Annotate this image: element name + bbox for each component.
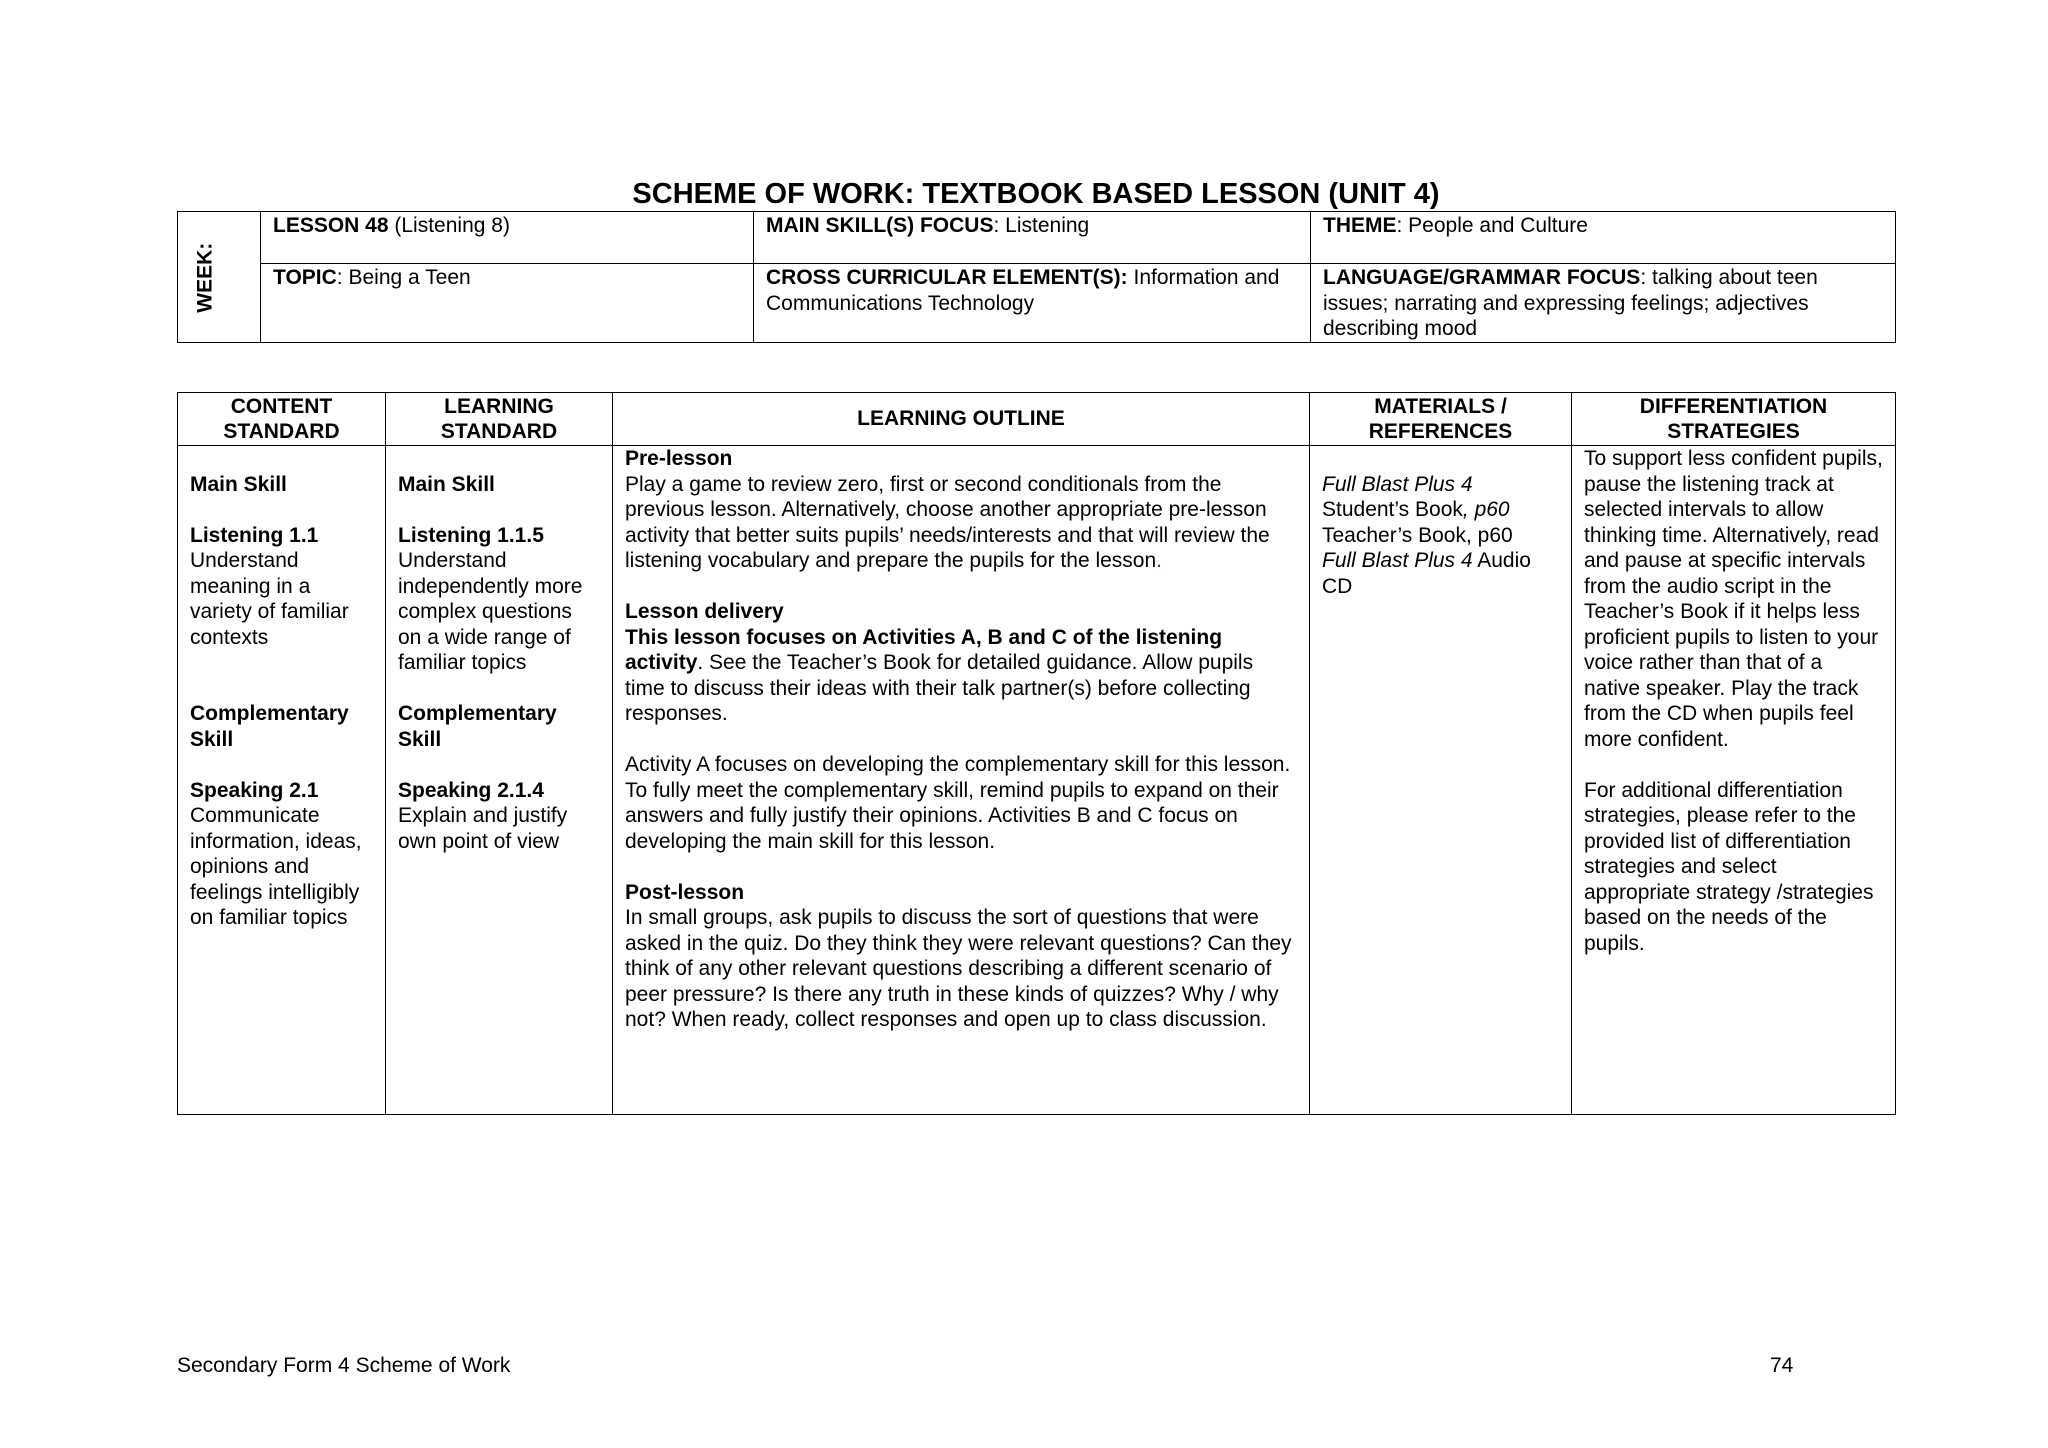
col-header-learning-outline: LEARNING OUTLINE xyxy=(613,393,1310,446)
theme-cell xyxy=(1311,212,1896,264)
col-header-content-standard: CONTENT STANDARD xyxy=(178,393,386,446)
lesson-delivery-body: . See the Teacher’s Book for detailed guidance. Allow pupils time to discuss their ideas with their talk partner(s) before collecting responses. xyxy=(625,651,1254,725)
cross-curricular-cell xyxy=(754,264,1311,343)
post-lesson-heading: Post-lesson xyxy=(625,880,745,904)
language-focus-value: : talking about teen issues; narrating and expressing feelings; adjectives describing mood xyxy=(1323,266,1818,340)
document-title: SCHEME OF WORK: TEXTBOOK BASED LESSON (UNIT 4) xyxy=(632,178,1440,210)
content-speaking-text: Communicate information, ideas, opinions and feelings intelligibly on familiar topics xyxy=(190,804,362,929)
language-focus-cell xyxy=(1311,264,1896,343)
topic-label: TOPIC xyxy=(273,266,337,289)
content-standard-cell xyxy=(178,446,386,1115)
theme-label: THEME xyxy=(1323,214,1397,237)
col-header-materials: MATERIALS / REFERENCES xyxy=(1310,393,1572,446)
learning-main-skill: Main Skill xyxy=(398,472,495,496)
cross-curricular-label: CROSS CURRICULAR ELEMENT(S): xyxy=(766,266,1128,289)
content-main-skill: Main Skill xyxy=(190,472,287,496)
content-speaking-code: Speaking 2.1 xyxy=(190,778,319,802)
lesson-cell xyxy=(261,212,754,264)
learning-listening-code: Listening 1.1.5 xyxy=(398,523,544,547)
lesson-plan-table xyxy=(177,392,1896,1115)
lesson-delivery-text xyxy=(625,625,1297,727)
page-number: 74 xyxy=(1770,1354,1794,1377)
learning-listening-text: Understand independently more complex questions on a wide range of familiar topics xyxy=(398,549,583,674)
differentiation-para-2: For additional differentiation strategies, please refer to the provided list of differentiation strategies and select appropriate strategy /strategies based on the needs of the pupils. xyxy=(1584,778,1874,955)
footer-title: Secondary Form 4 Scheme of Work xyxy=(177,1354,511,1377)
materials-teachers-book: Teacher’s Book, p60 xyxy=(1322,523,1513,547)
pre-lesson-period: . xyxy=(1156,549,1163,572)
main-skill-label: MAIN SKILL(S) FOCUS xyxy=(766,214,994,237)
learning-speaking-text: Explain and justify own point of view xyxy=(398,804,568,853)
learning-standard-cell xyxy=(386,446,613,1115)
pre-lesson-text xyxy=(625,472,1297,574)
week-label: WEEK: xyxy=(193,242,217,313)
differentiation-cell xyxy=(1572,446,1896,1115)
materials-audio: Full Blast Plus 4 Audio CD xyxy=(1322,549,1531,598)
topic-value: : Being a Teen xyxy=(336,266,471,289)
lesson-header-table xyxy=(177,211,1896,343)
lesson-delivery-bold: This lesson focuses on Activities A, B and C of the listening activity xyxy=(625,625,1223,674)
content-listening-code: Listening 1.1 xyxy=(190,523,319,547)
learning-outline-cell xyxy=(613,446,1310,1115)
lesson-delivery-heading: Lesson delivery xyxy=(625,600,784,623)
lesson-label: LESSON 48 xyxy=(273,214,389,237)
main-skill-cell xyxy=(754,212,1311,264)
lesson-value: (Listening 8) xyxy=(388,214,510,237)
topic-cell xyxy=(261,264,754,343)
cross-curricular-value: Information and Communications Technology xyxy=(766,266,1280,315)
materials-cell xyxy=(1310,446,1572,1115)
language-focus-label: LANGUAGE/GRAMMAR FOCUS xyxy=(1323,266,1641,289)
content-listening-text: Understand meaning in a variety of familiar contexts xyxy=(190,549,349,649)
materials-students-book: Student’s Book, p60 xyxy=(1322,498,1510,521)
learning-comp-skill: Complementary Skill xyxy=(398,702,557,751)
pre-lesson-heading: Pre-lesson xyxy=(625,447,733,470)
post-lesson-text: In small groups, ask pupils to discuss the sort of questions that were asked in the quiz. Do they think they were relevant questions? Can they think of any other relevant questions describing a different scenario of peer pressure? Is there any truth in these kinds of quizzes? Why / why not? When ready, collect responses and open up to class discussion. xyxy=(625,906,1292,1031)
content-comp-skill: Complementary Skill xyxy=(190,702,349,751)
col-header-differentiation: DIFFERENTIATION STRATEGIES xyxy=(1572,393,1896,446)
week-cell xyxy=(178,212,261,343)
activity-text: Activity A focuses on developing the complementary skill for this lesson. To fully meet the complementary skill, remind pupils to expand on their answers and fully justify their opinions. Activities B and C focus on developing the main skill for this lesson. xyxy=(625,753,1291,853)
differentiation-para-1: To support less confident pupils, pause the listening track at selected intervals to allow thinking time. Alternatively, read and pause at specific intervals from the audio script in the Teacher’s Book if it helps less proficient pupils to listen to your voice rather than that of a native speaker. Play the track from the CD when pupils feel more confident. xyxy=(1584,447,1883,751)
learning-speaking-code: Speaking 2.1.4 xyxy=(398,778,544,802)
theme-value: : People and Culture xyxy=(1396,214,1588,237)
materials-book: Full Blast Plus 4 xyxy=(1322,472,1473,496)
main-skill-value: : Listening xyxy=(993,214,1090,237)
pre-lesson-body: Play a game to review zero, first or second conditionals from the previous lesson. Alternatively, choose another appropriate pre-lesson activity that better suits pupils’ needs/interests and that will review the listening vocabulary and prepare the pupils for the lesson xyxy=(625,472,1270,572)
col-header-learning-standard: LEARNING STANDARD xyxy=(386,393,613,446)
